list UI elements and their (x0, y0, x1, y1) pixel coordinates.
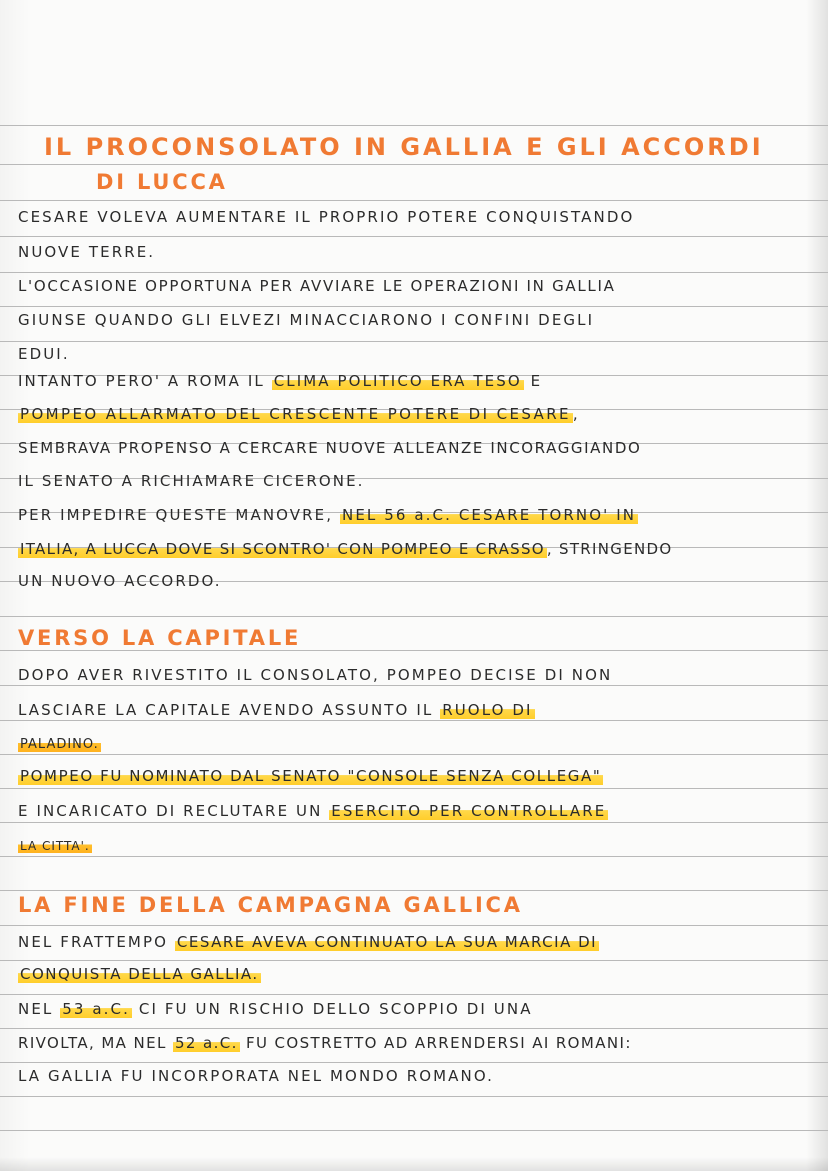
section-title: LA FINE DELLA CAMPAGNA GALLICA (18, 893, 523, 917)
text-line: INTANTO PERO' A ROMA IL CLIMA POLITICO ERA TESO E (18, 372, 543, 390)
text-line: NEL 53 a.C. CI FU UN RISCHIO DELLO SCOPPIO DI UNA (18, 1000, 533, 1018)
highlighted-text: LA CITTA'. (20, 839, 90, 853)
text-line: NEL FRATTEMPO CESARE AVEVA CONTINUATO LA SUA MARCIA DI (18, 933, 598, 951)
rule-line (0, 200, 828, 201)
highlighted-text: 53 a.C. (62, 1000, 130, 1018)
text-line (18, 733, 818, 763)
text-line: LASCIARE LA CAPITALE AVENDO ASSUNTO IL RUOLO DI (18, 701, 533, 719)
rule-line (0, 272, 828, 273)
rule-line (0, 1096, 828, 1097)
highlighted-text: ITALIA, A LUCCA DOVE SI SCONTRO' CON POMPEO E CRASSO (20, 540, 545, 558)
rule-line (0, 341, 828, 342)
text-line: IL SENATO A RICHIAMARE CICERONE. (18, 472, 365, 490)
highlighted-text: PALADINO. (20, 737, 99, 752)
text-line (18, 766, 818, 796)
rule-line (0, 164, 828, 165)
rule-line (0, 890, 828, 891)
rule-line (0, 616, 828, 617)
rule-line (0, 125, 828, 126)
page-bottom-shadow (0, 1157, 828, 1171)
highlighted-text: POMPEO ALLARMATO DEL CRESCENTE POTERE DI CESARE (20, 405, 571, 423)
section-title: VERSO LA CAPITALE (18, 626, 302, 650)
rule-line (0, 925, 828, 926)
highlighted-text: POMPEO FU NOMINATO DAL SENATO "CONSOLE SENZA COLLEGA" (20, 767, 602, 785)
rule-line (0, 994, 828, 995)
text-line: LA GALLIA FU INCORPORATA NEL MONDO ROMANO. (18, 1067, 495, 1085)
text-line: E INCARICATO DI RECLUTARE UN ESERCITO PER CONTROLLARE (18, 802, 607, 820)
rule-line (0, 306, 828, 307)
text-line: ITALIA, A LUCCA DOVE SI SCONTRO' CON POMPEO E CRASSO , STRINGENDO (20, 540, 673, 558)
rule-line (0, 1130, 828, 1131)
section-title-continued: DI LUCCA (96, 170, 228, 194)
text-line (18, 964, 818, 994)
text-line: POMPEO ALLARMATO DEL CRESCENTE POTERE DI CESARE , (20, 405, 580, 423)
highlighted-text: RUOLO DI (442, 701, 533, 719)
text-line: SEMBRAVA PROPENSO A CERCARE NUOVE ALLEANZE INCORAGGIANDO (18, 439, 642, 457)
text-line: PER IMPEDIRE QUESTE MANOVRE, NEL 56 a.C. CESARE TORNO' IN (18, 506, 637, 524)
section-title: IL PROCONSOLATO IN GALLIA E GLI ACCORDI (44, 133, 764, 161)
text-line: RIVOLTA, MA NEL 52 a.C. FU COSTRETTO AD ARRENDERSI AI ROMANI: (18, 1034, 632, 1052)
highlighted-text: CONQUISTA DELLA GALLIA. (20, 965, 259, 983)
highlighted-text: CESARE AVEVA CONTINUATO LA SUA MARCIA DI (176, 933, 598, 951)
highlighted-text: NEL 56 a.C. CESARE TORNO' IN (342, 506, 637, 524)
text-line: GIUNSE QUANDO GLI ELVEZI MINACCIARONO I CONFINI DEGLI (18, 311, 595, 329)
text-line: CESARE VOLEVA AUMENTARE IL PROPRIO POTERE CONQUISTANDO (18, 208, 635, 226)
highlighted-text: 52 a.C. (174, 1034, 238, 1052)
text-line: L'OCCASIONE OPPORTUNA PER AVVIARE LE OPERAZIONI IN GALLIA (18, 277, 616, 295)
text-line (18, 835, 818, 865)
highlighted-text: CLIMA POLITICO ERA TESO (273, 372, 522, 390)
highlighted-text: ESERCITO PER CONTROLLARE (331, 802, 607, 820)
text-line: UN NUOVO ACCORDO. (18, 572, 222, 590)
text-line: NUOVE TERRE. (18, 243, 156, 261)
text-line: DOPO AVER RIVESTITO IL CONSOLATO, POMPEO DECISE DI NON (18, 666, 613, 684)
text-line: EDUI. (18, 345, 70, 363)
